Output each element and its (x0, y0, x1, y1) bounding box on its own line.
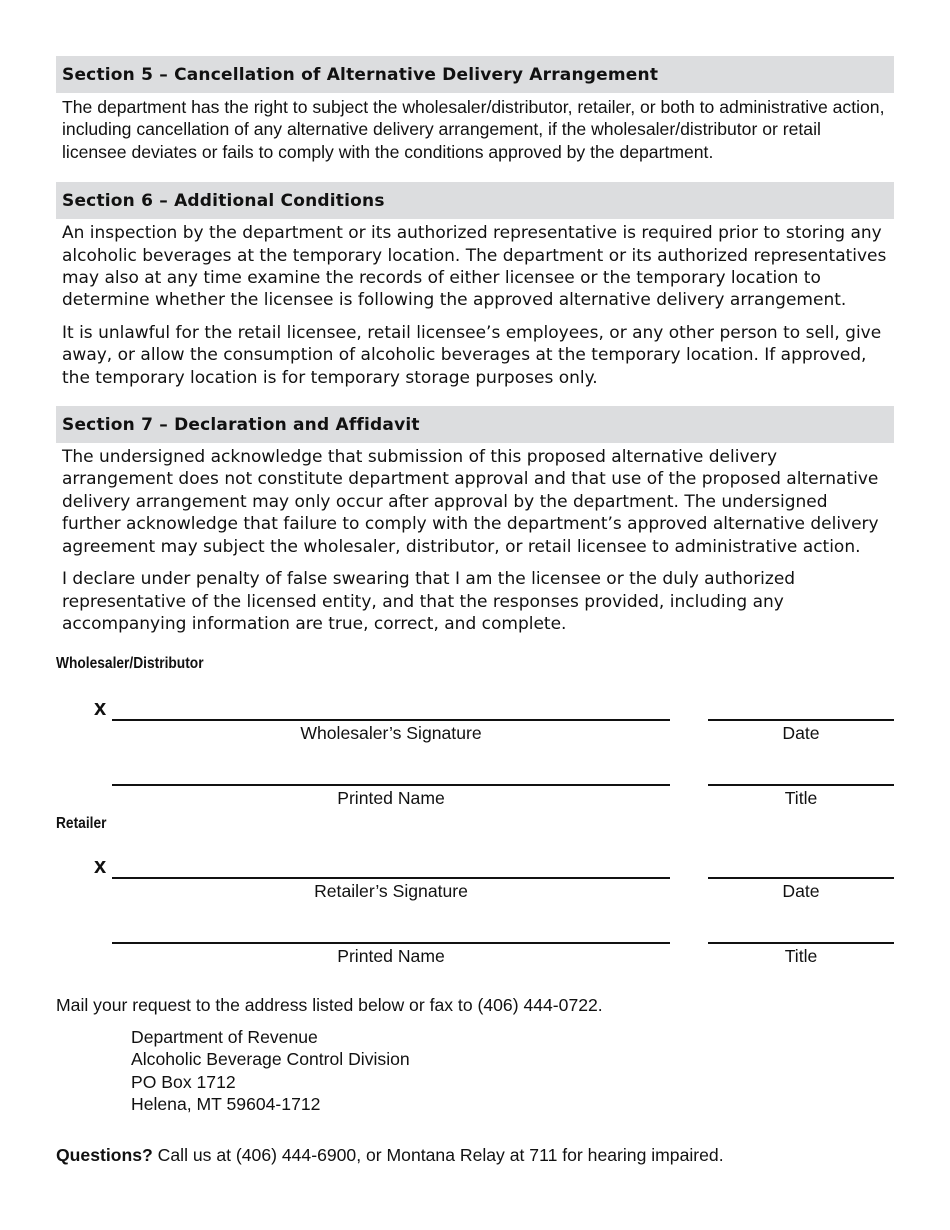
address-line: PO Box 1712 (131, 1071, 236, 1092)
retailer-signature-row (56, 849, 894, 902)
retailer-date-line[interactable] (708, 877, 894, 879)
retailer-printed-name-row (56, 914, 894, 967)
wholesaler-distributor-label: Wholesaler/Distributor (56, 655, 204, 673)
address-line: Department of Revenue (131, 1026, 318, 1047)
questions-label: Questions? (56, 1145, 153, 1166)
wholesaler-printed-name-line[interactable] (112, 784, 670, 786)
section-5-paragraph: The department has the right to subject the wholesaler/distributor, retailer, or both to administrative action, including cancellation of any alternative delivery arrangement, if the wholesaler/distributor or retail licensee deviates or fails to comply with the conditions approved by the department. (62, 97, 885, 162)
section-6-paragraph-2: It is unlawful for the retail licensee, retail licensee’s employees, or any other person to sell, give away, or allow the consumption of alcoholic beverages at the temporary location. If approved, the temporary location is for temporary storage purposes only. (62, 322, 882, 388)
wholesaler-signature-line[interactable] (112, 719, 670, 721)
section-6-heading: Section 6 – Additional Conditions (56, 182, 894, 219)
section-6-paragraph-1: An inspection by the department or its authorized representative is required prior to storing any alcoholic beverages at the temporary location. The department or its authorized representatives may also at any time examine the records of either licensee or the temporary location to determine whether the licensee is following the approved alternative delivery arrangement. (62, 223, 887, 311)
retailer-date-caption: Date (782, 881, 820, 902)
wholesaler-signature-caption: Wholesaler’s Signature (300, 723, 482, 744)
questions-line (56, 1144, 894, 1166)
retailer-signature-line[interactable] (112, 877, 670, 879)
retailer-signature-caption: Retailer’s Signature (314, 881, 468, 902)
retailer-title-line[interactable] (708, 942, 894, 944)
section-7-paragraph-2: I declare under penalty of false swearing that I am the licensee or the duly authorized representative of the licensed entity, and that the responses provided, including any accompanying information are true, correct, and complete. (62, 569, 796, 634)
retailer-signature-x-mark: x (94, 853, 107, 879)
section-7-paragraph-1: The undersigned acknowledge that submission of this proposed alternative delivery arrangement does not constitute department approval and that use of the proposed alternative delivery arrangement may only occur after approval by the department. The undersigned further acknowledge that failure to comply with the department’s approved alternative delivery agreement may subject the wholesaler, distributor, or retail licensee to administrative action. (62, 447, 879, 557)
retailer-printed-name-line[interactable] (112, 942, 670, 944)
wholesaler-signature-row (56, 691, 894, 744)
wholesaler-date-line[interactable] (708, 719, 894, 721)
questions-text: Call us at (406) 444-6900, or Montana Relay at 711 for hearing impaired. (152, 1145, 724, 1166)
wholesaler-title-line[interactable] (708, 784, 894, 786)
address-line: Helena, MT 59604-1712 (131, 1093, 321, 1114)
wholesaler-date-caption: Date (782, 723, 820, 744)
signature-block (56, 649, 894, 994)
section-5-heading: Section 5 – Cancellation of Alternative Delivery Arrangement (56, 56, 894, 93)
retailer-title-caption: Title (784, 946, 818, 967)
wholesaler-title-caption: Title (784, 788, 818, 809)
form-page (56, 56, 894, 1167)
retailer-printed-name-caption: Printed Name (337, 946, 445, 967)
mail-instruction: Mail your request to the address listed below or fax to (406) 444-0722. (56, 995, 603, 1016)
wholesaler-printed-name-caption: Printed Name (337, 788, 445, 809)
wholesaler-printed-name-row (56, 756, 894, 809)
retailer-label: Retailer (56, 815, 107, 833)
wholesaler-signature-x-mark: x (94, 695, 107, 721)
address-line: Alcoholic Beverage Control Division (131, 1049, 410, 1070)
section-7-heading: Section 7 – Declaration and Affidavit (56, 406, 894, 443)
mailing-address (56, 1026, 894, 1116)
